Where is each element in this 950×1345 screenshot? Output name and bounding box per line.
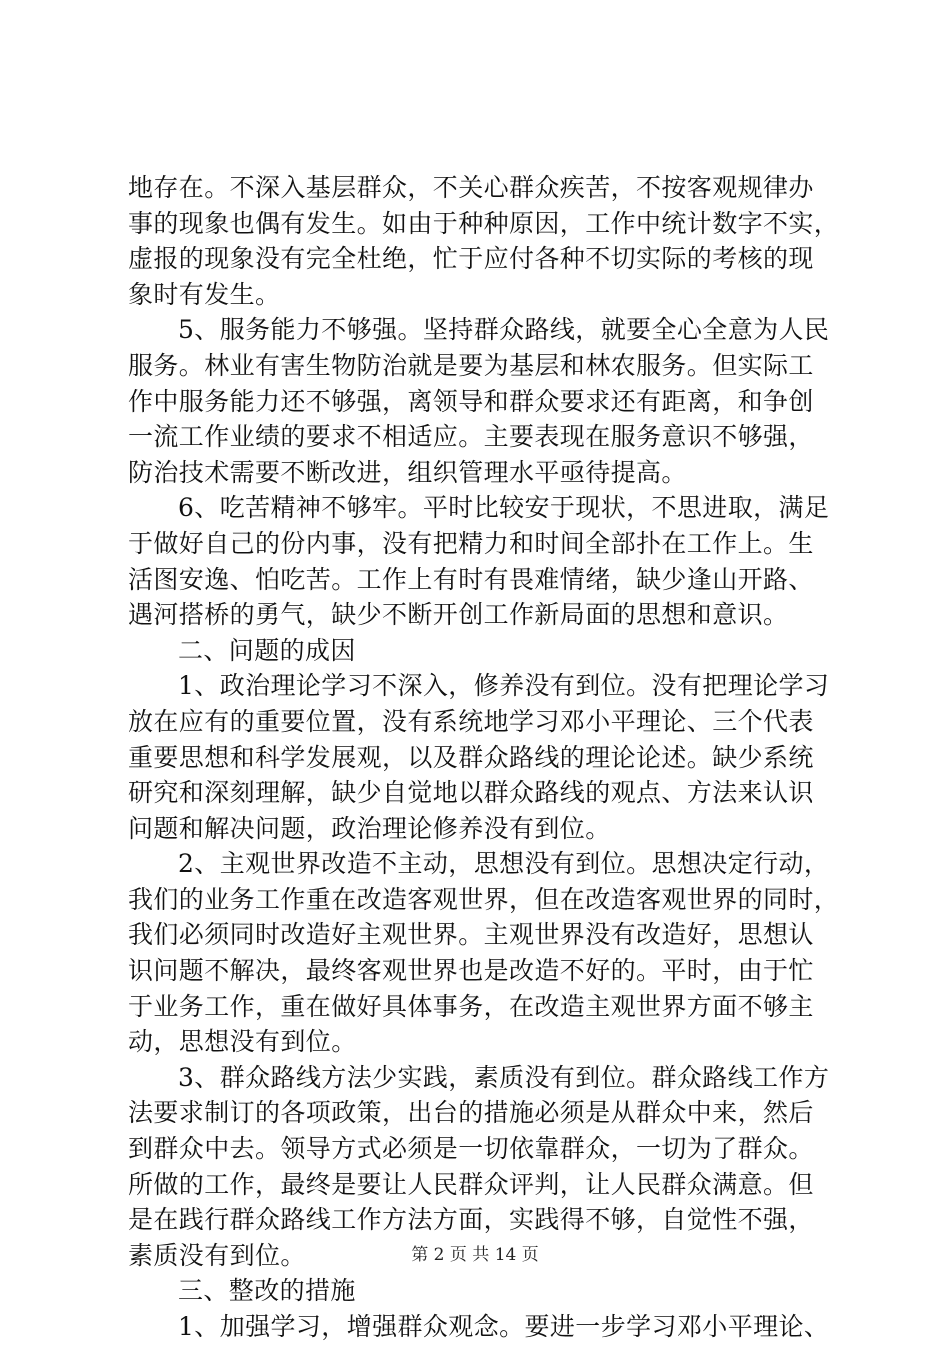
- text-line: 所做的工作，最终是要让人民群众评判，让人民群众满意。但: [128, 1169, 814, 1199]
- text-line: 重要思想和科学发展观，以及群众路线的理论论述。缺少系统: [128, 742, 814, 772]
- text-line: 2、主观世界改造不主动，思想没有到位。思想决定行动，: [178, 849, 830, 879]
- text-line: 我们的业务工作重在改造客观世界，但在改造客观世界的同时，: [128, 884, 840, 914]
- text-line: 地存在。不深入基层群众，不关心群众疾苦，不按客观规律办: [128, 173, 814, 202]
- text-line: 问题和解决问题，政治理论修养没有到位。: [128, 813, 611, 843]
- text-line: 事的现象也偶有发生。如由于种种原因，工作中统计数字不实，: [128, 208, 840, 238]
- text-line: 素质没有到位。: [128, 1240, 306, 1270]
- text-line: 1、政治理论学习不深入，修养没有到位。没有把理论学习: [178, 671, 830, 701]
- text-line: 6、吃苦精神不够牢。平时比较安于现状，不思进取，满足: [178, 493, 830, 523]
- text-line: 三、整改的措施: [178, 1276, 356, 1306]
- text-line: 二、问题的成因: [178, 635, 356, 665]
- text-line: 防治技术需要不断改进，组织管理水平亟待提高。: [128, 457, 687, 487]
- text-line: 于做好自己的份内事，没有把精力和时间全部扑在工作上。生: [128, 528, 814, 558]
- text-line: 遇河搭桥的勇气，缺少不断开创工作新局面的思想和意识。: [128, 600, 789, 630]
- text-line: 活图安逸、怕吃苦。工作上有时有畏难情绪，缺少逢山开路、: [128, 564, 814, 594]
- text-line: 虚报的现象没有完全杜绝，忙于应付各种不切实际的考核的现: [128, 244, 814, 274]
- text-line: 法要求制订的各项政策，出台的措施必须是从群众中来，然后: [128, 1098, 814, 1128]
- document-body: [128, 170, 840, 1345]
- text-line: 5、服务能力不够强。坚持群众路线，就要全心全意为人民: [178, 315, 830, 345]
- text-line: 动，思想没有到位。: [128, 1027, 357, 1057]
- text-line: 一流工作业绩的要求不相适应。主要表现在服务意识不够强，: [128, 422, 814, 452]
- text-line: 我们必须同时改造好主观世界。主观世界没有改造好，思想认: [128, 920, 814, 950]
- text-line: 是在践行群众路线工作方法方面，实践得不够，自觉性不强，: [128, 1205, 814, 1235]
- text-line: 于业务工作，重在做好具体事务，在改造主观世界方面不够主: [128, 991, 814, 1021]
- text-line: 服务。林业有害生物防治就是要为基层和林农服务。但实际工: [128, 350, 814, 380]
- text-line: 到群众中去。领导方式必须是一切依靠群众，一切为了群众。: [128, 1134, 814, 1164]
- text-line: 放在应有的重要位置，没有系统地学习邓小平理论、三个代表: [128, 706, 814, 736]
- text-line: 1、加强学习，增强群众观念。要进一步学习邓小平理论、: [178, 1312, 830, 1341]
- text-line: 作中服务能力还不够强，离领导和群众要求还有距离，和争创: [128, 386, 814, 416]
- text-line: 研究和深刻理解，缺少自觉地以群众路线的观点、方法来认识: [128, 778, 814, 808]
- page-footer: 第 2 页 共 14 页: [411, 1245, 539, 1265]
- text-line: 象时有发生。: [128, 279, 281, 309]
- text-line: 识问题不解决，最终客观世界也是改造不好的。平时，由于忙: [128, 956, 814, 986]
- text-line: 3、群众路线方法少实践，素质没有到位。群众路线工作方: [178, 1062, 830, 1092]
